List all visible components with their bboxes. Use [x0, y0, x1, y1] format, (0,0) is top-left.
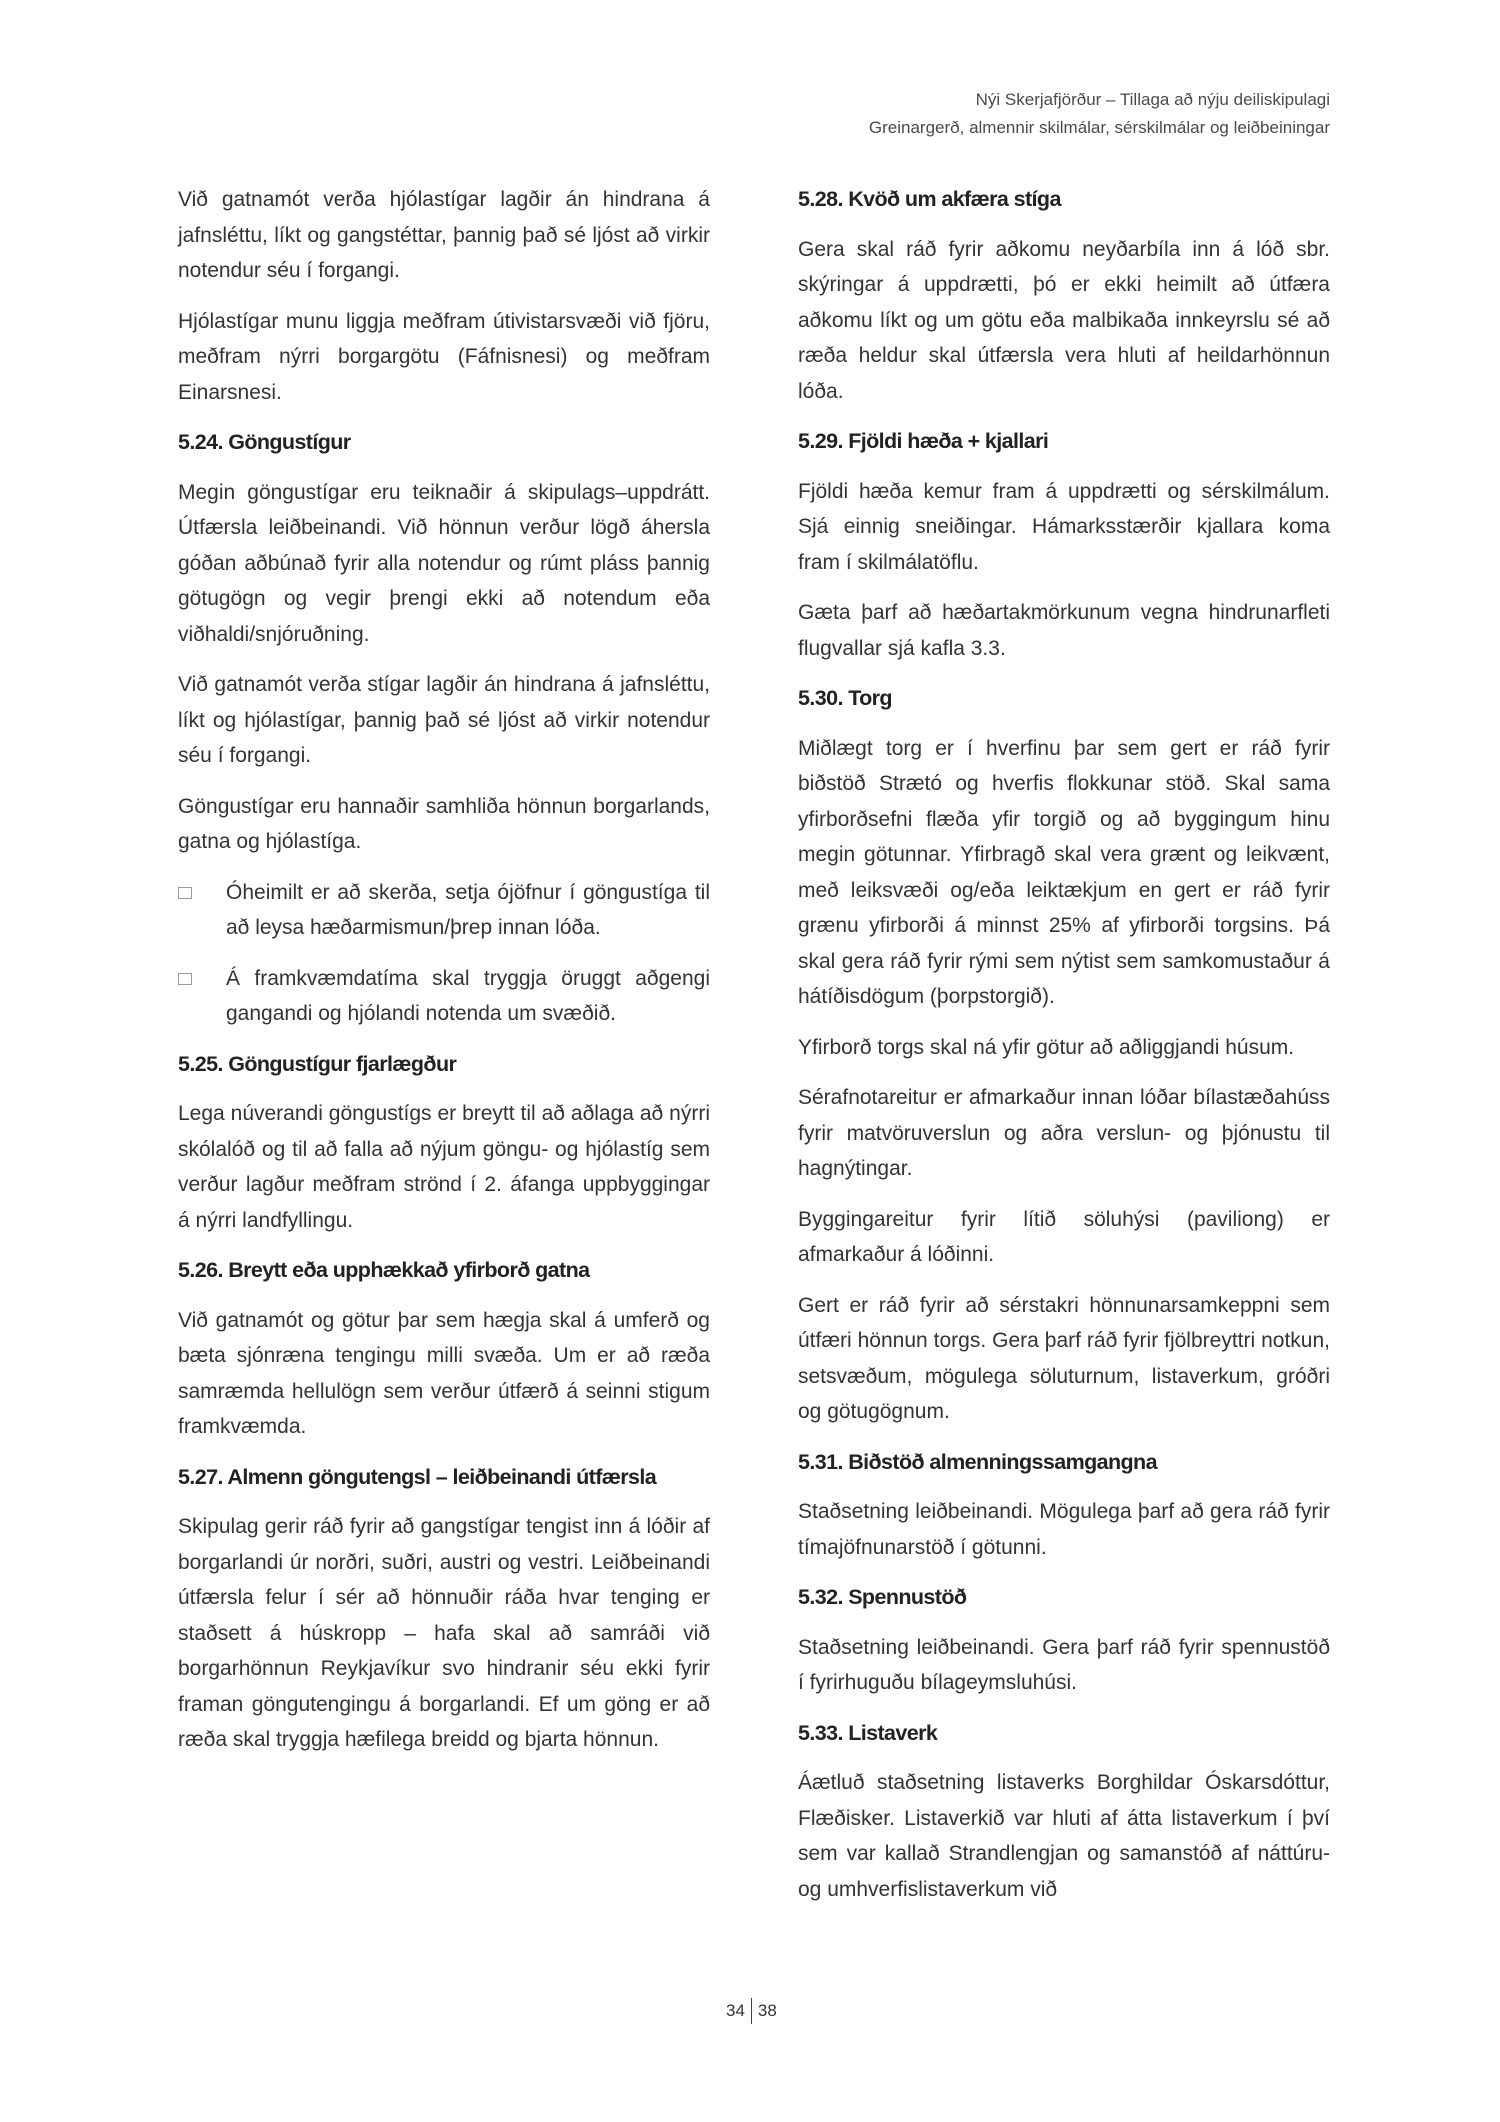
bullet-text: Óheimilt er að skerða, setja ójöfnur í göngustíga til að leysa hæðarmismun/þrep innan lóða. [226, 880, 710, 939]
paragraph: Byggingareitur fyrir lítið söluhýsi (paviliong) er afmarkaður á lóðinni. [798, 1207, 1330, 1266]
section-heading-5-32: 5.32. Spennustöð [798, 1585, 967, 1609]
header-document-subtitle: Greinargerð, almennir skilmálar, sérskilmálar og leiðbeiningar [868, 118, 1330, 137]
section-heading-5-24: 5.24. Göngustígur [178, 430, 351, 454]
paragraph: Lega núverandi göngustígs er breytt til að aðlaga að nýrri skólalóð og til að falla að nýjum göngu- og hjólastíg sem verður lagður meðfram strönd í 2. áfanga uppbyggingar á nýrri landfyllingu. [178, 1102, 710, 1232]
paragraph: Áætluð staðsetning listaverks Borghildar Óskarsdóttur, Flæðisker. Listaverkið var hluti af átta listaverkum í því sem var kallað Strandlengjan og samanstóð af náttúru- og umhverfislistaverkum við [798, 1771, 1330, 1901]
checkbox-bullet-icon [178, 887, 192, 899]
section-heading-5-33: 5.33. Listaverk [798, 1720, 938, 1745]
paragraph: Miðlægt torg er í hverfinu þar sem gert er ráð fyrir biðstöð Strætó og hverfis flokkunar stöð. Skal sama yfirborðsefni flæða yfir torgið og að byggingum hinu megin götunnar. Yfirbragð skal vera grænt og leikvænt, með leiksvæði og/eða leiktækjum en gert er ráð fyrir grænu yfirborði á minnst 25% af yfirborði torgsins. Þá skal gera ráð fyrir rými sem nýtist sem samkomustaður á hátíðisdögum (þorpstorgið). [798, 736, 1330, 1008]
paragraph: Við gatnamót verða stígar lagðir án hindrana á jafnsléttu, líkt og hjólastígar, þannig það sé ljóst að virkir notendur séu í forgangi. [178, 673, 710, 767]
page-footer [726, 1998, 777, 2024]
bullet-item [178, 875, 710, 946]
page-number: 34 [726, 2001, 745, 2020]
paragraph: Gert er ráð fyrir að sérstakri hönnunarsamkeppni sem útfæri hönnun torgs. Gera þarf ráð fyrir fjölbreyttri notkun, setsvæðum, mögulega söluturnum, listaverkum, gróðri og götugögnum. [798, 1293, 1330, 1423]
section-heading-5-29: 5.29. Fjöldi hæða + kjallari [798, 429, 1049, 453]
section-heading-5-25: 5.25. Göngustígur fjarlægður [178, 1051, 457, 1076]
paragraph: Staðsetning leiðbeinandi. Gera þarf ráð fyrir spennustöð í fyrirhuguðu bílageymsluhúsi. [798, 1635, 1330, 1694]
bullet-text: Á framkvæmdatíma skal tryggja öruggt aðgengi gangandi og hjólandi notenda um svæðið. [226, 966, 710, 1025]
paragraph: Hjólastígar munu liggja meðfram útivistarsvæði við fjöru, meðfram nýrri borgargötu (Fáfnisnesi) og meðfram Einarsnesi. [178, 309, 710, 404]
page-number-separator [751, 1998, 752, 2024]
paragraph: Gera skal ráð fyrir aðkomu neyðarbíla inn á lóð sbr. skýringar á uppdrætti, þó er ekki heimilt að útfæra aðkomu líkt og um götu eða malbikaða innkeyrslu sé að ræða heldur skal útfærsla vera hluti af heildarhönnun lóða. [798, 237, 1330, 403]
section-heading-5-31: 5.31. Biðstöð almenningssamgangna [798, 1449, 1157, 1474]
section-heading-5-26: 5.26. Breytt eða upphækkað yfirborð gatna [178, 1258, 590, 1282]
paragraph: Fjöldi hæða kemur fram á uppdrætti og sérskilmálum. Sjá einnig sneiðingar. Hámarksstærðir kjallara koma fram í skilmálatöflu. [798, 479, 1330, 574]
left-column [178, 182, 710, 1773]
section-heading-5-30: 5.30. Torg [798, 686, 892, 710]
paragraph: Staðsetning leiðbeinandi. Mögulega þarf að gera ráð fyrir tímajöfnunarstöð í götunni. [798, 1500, 1330, 1559]
paragraph: Við gatnamót verða hjólastígar lagðir án hindrana á jafnsléttu, líkt og gangstéttar, þannig það sé ljóst að virkir notendur séu í forgangi. [178, 188, 710, 282]
right-column [798, 182, 1330, 1922]
bullet-item [178, 961, 710, 1032]
paragraph: Sérafnotareitur er afmarkaður innan lóðar bílastæðahúss fyrir matvöruverslun og aðra verslun- og þjónustu til hagnýtingar. [798, 1086, 1330, 1180]
header-document-title: Nýi Skerjafjörður – Tillaga að nýju deiliskipulagi [975, 90, 1330, 109]
page-header [869, 86, 1330, 142]
page-total: 38 [757, 2001, 777, 2020]
paragraph: Gæta þarf að hæðartakmörkunum vegna hindrunarfleti flugvallar sjá kafla 3.3. [798, 601, 1330, 660]
paragraph: Skipulag gerir ráð fyrir að gangstígar tengist inn á lóðir af borgarlandi úr norðri, suðri, austri og vestri. Leiðbeinandi útfærsla felur í sér að hönnuðir ráða hvar tenging er staðsett á húskropp – hafa skal að samráði við borgarhönnun Reykjavíkur svo hindranir séu ekki fyrir framan göngutengingu á borgarlandi. Ef um göng er að ræða skal tryggja hæfilega breidd og bjarta hönnun. [178, 1515, 710, 1751]
paragraph: Við gatnamót og götur þar sem hægja skal á umferð og bæta sjónræna tengingu milli svæða. Um er að ræða samræmda hellulögn sem verður útfærð á seinni stigum framkvæmda. [178, 1308, 710, 1438]
paragraph: Göngustígar eru hannaðir samhliða hönnun borgarlands, gatna og hjólastíga. [178, 794, 710, 853]
paragraph: Megin göngustígar eru teiknaðir á skipulags–uppdrátt. Útfærsla leiðbeinandi. Við hönnun verður lögð áhersla góðan aðbúnað fyrir alla notendur og rúmt pláss þannig götugögn og vegir þrengi ekki að notendum eða viðhaldi/snjóruðning. [178, 480, 710, 646]
section-heading-5-27: 5.27. Almenn göngutengsl – leiðbeinandi útfærsla [178, 1464, 657, 1489]
checkbox-bullet-icon [178, 973, 192, 985]
section-heading-5-28: 5.28. Kvöð um akfæra stíga [798, 187, 1061, 211]
paragraph: Yfirborð torgs skal ná yfir götur að aðliggjandi húsum. [798, 1035, 1295, 1059]
